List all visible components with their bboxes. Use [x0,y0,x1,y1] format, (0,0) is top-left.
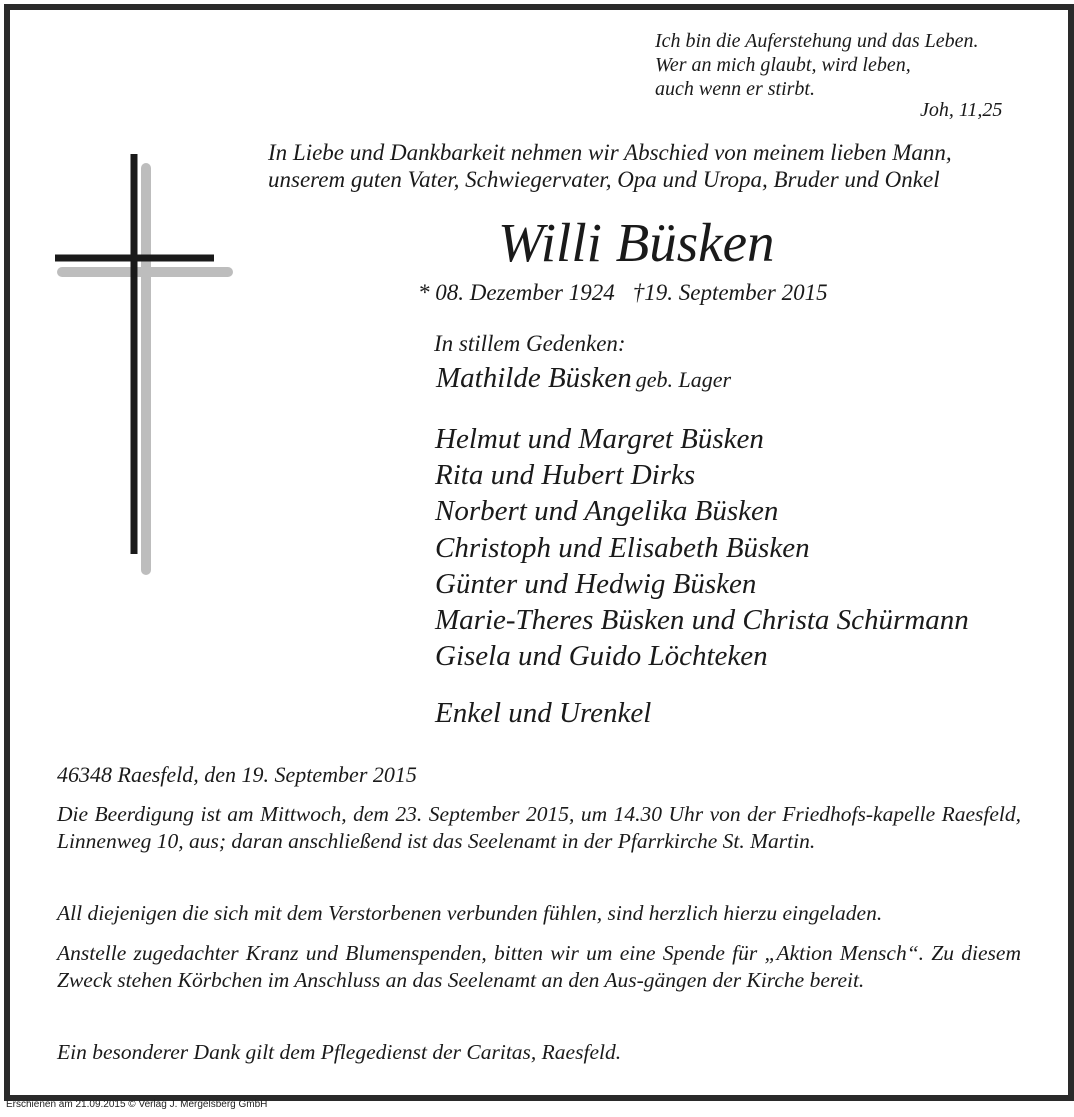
widow-name: Mathilde Büsken [436,362,632,394]
family-member: Marie-Theres Büsken und Christa Schürmann [435,604,969,637]
verse-line: Ich bin die Auferstehung und das Leben. [655,30,979,52]
deceased-name: Willi Büsken [498,212,775,273]
verse-line: auch wenn er stirbt. [655,78,815,100]
birth-date: * 08. Dezember 1924 [418,280,615,305]
family-list [435,421,969,674]
widow [436,362,731,395]
funeral-paragraph: Die Beerdigung ist am Mittwoch, dem 23. September 2015, um 14.30 Uhr von der Friedhofs-kapelle Raesfeld, Linnenweg 10, aus; daran anschließend ist das Seelenamt in der Pfarrkirche St. Martin. [57,802,1021,853]
family-member: Christoph und Elisabeth Büsken [435,531,810,564]
family-member: Gisela und Guido Löchteken [435,640,768,673]
family-member: Helmut und Margret Büsken [435,423,764,455]
invitation-paragraph: All diejenigen die sich mit dem Verstorbenen verbunden fühlen, sind herzlich hierzu eingeladen. [57,901,883,925]
intro-line: unserem guten Vater, Schwiegervater, Opa und Uropa, Bruder und Onkel [268,167,940,192]
place-date: 46348 Raesfeld, den 19. September 2015 [57,762,417,787]
thanks-paragraph: Ein besonderer Dank gilt dem Pflegedienst der Caritas, Raesfeld. [57,1040,622,1064]
memory-label: In stillem Gedenken: [434,331,626,356]
family-member: Rita und Hubert Dirks [435,459,696,492]
family-member: Günter und Hedwig Büsken [435,567,757,600]
widow-maiden-name: geb. Lager [635,367,732,392]
intro-text [268,139,952,193]
intro-line: In Liebe und Dankbarkeit nehmen wir Abschied von meinem lieben Mann, [268,140,952,165]
bible-verse [655,29,978,101]
publication-footer: Erschienen am 21.09.2015 © Verlag J. Mergelsberg GmbH [6,1099,268,1110]
family-member: Norbert und Angelika Büsken [435,495,779,528]
verse-reference: Joh, 11,25 [920,99,1003,121]
donation-paragraph: Anstelle zugedachter Kranz und Blumenspenden, bitten wir um eine Spende für „Aktion Mensch“. Zu diesem Zweck stehen Körbchen im Anschluss an das Seelenamt an den Aus-gängen der Kirche bereit. [57,941,1021,992]
cross-icon [50,150,235,580]
grandchildren: Enkel und Urenkel [435,697,652,729]
death-date: †19. September 2015 [632,280,828,305]
life-dates [418,280,828,306]
verse-line: Wer an mich glaubt, wird leben, [655,54,911,76]
